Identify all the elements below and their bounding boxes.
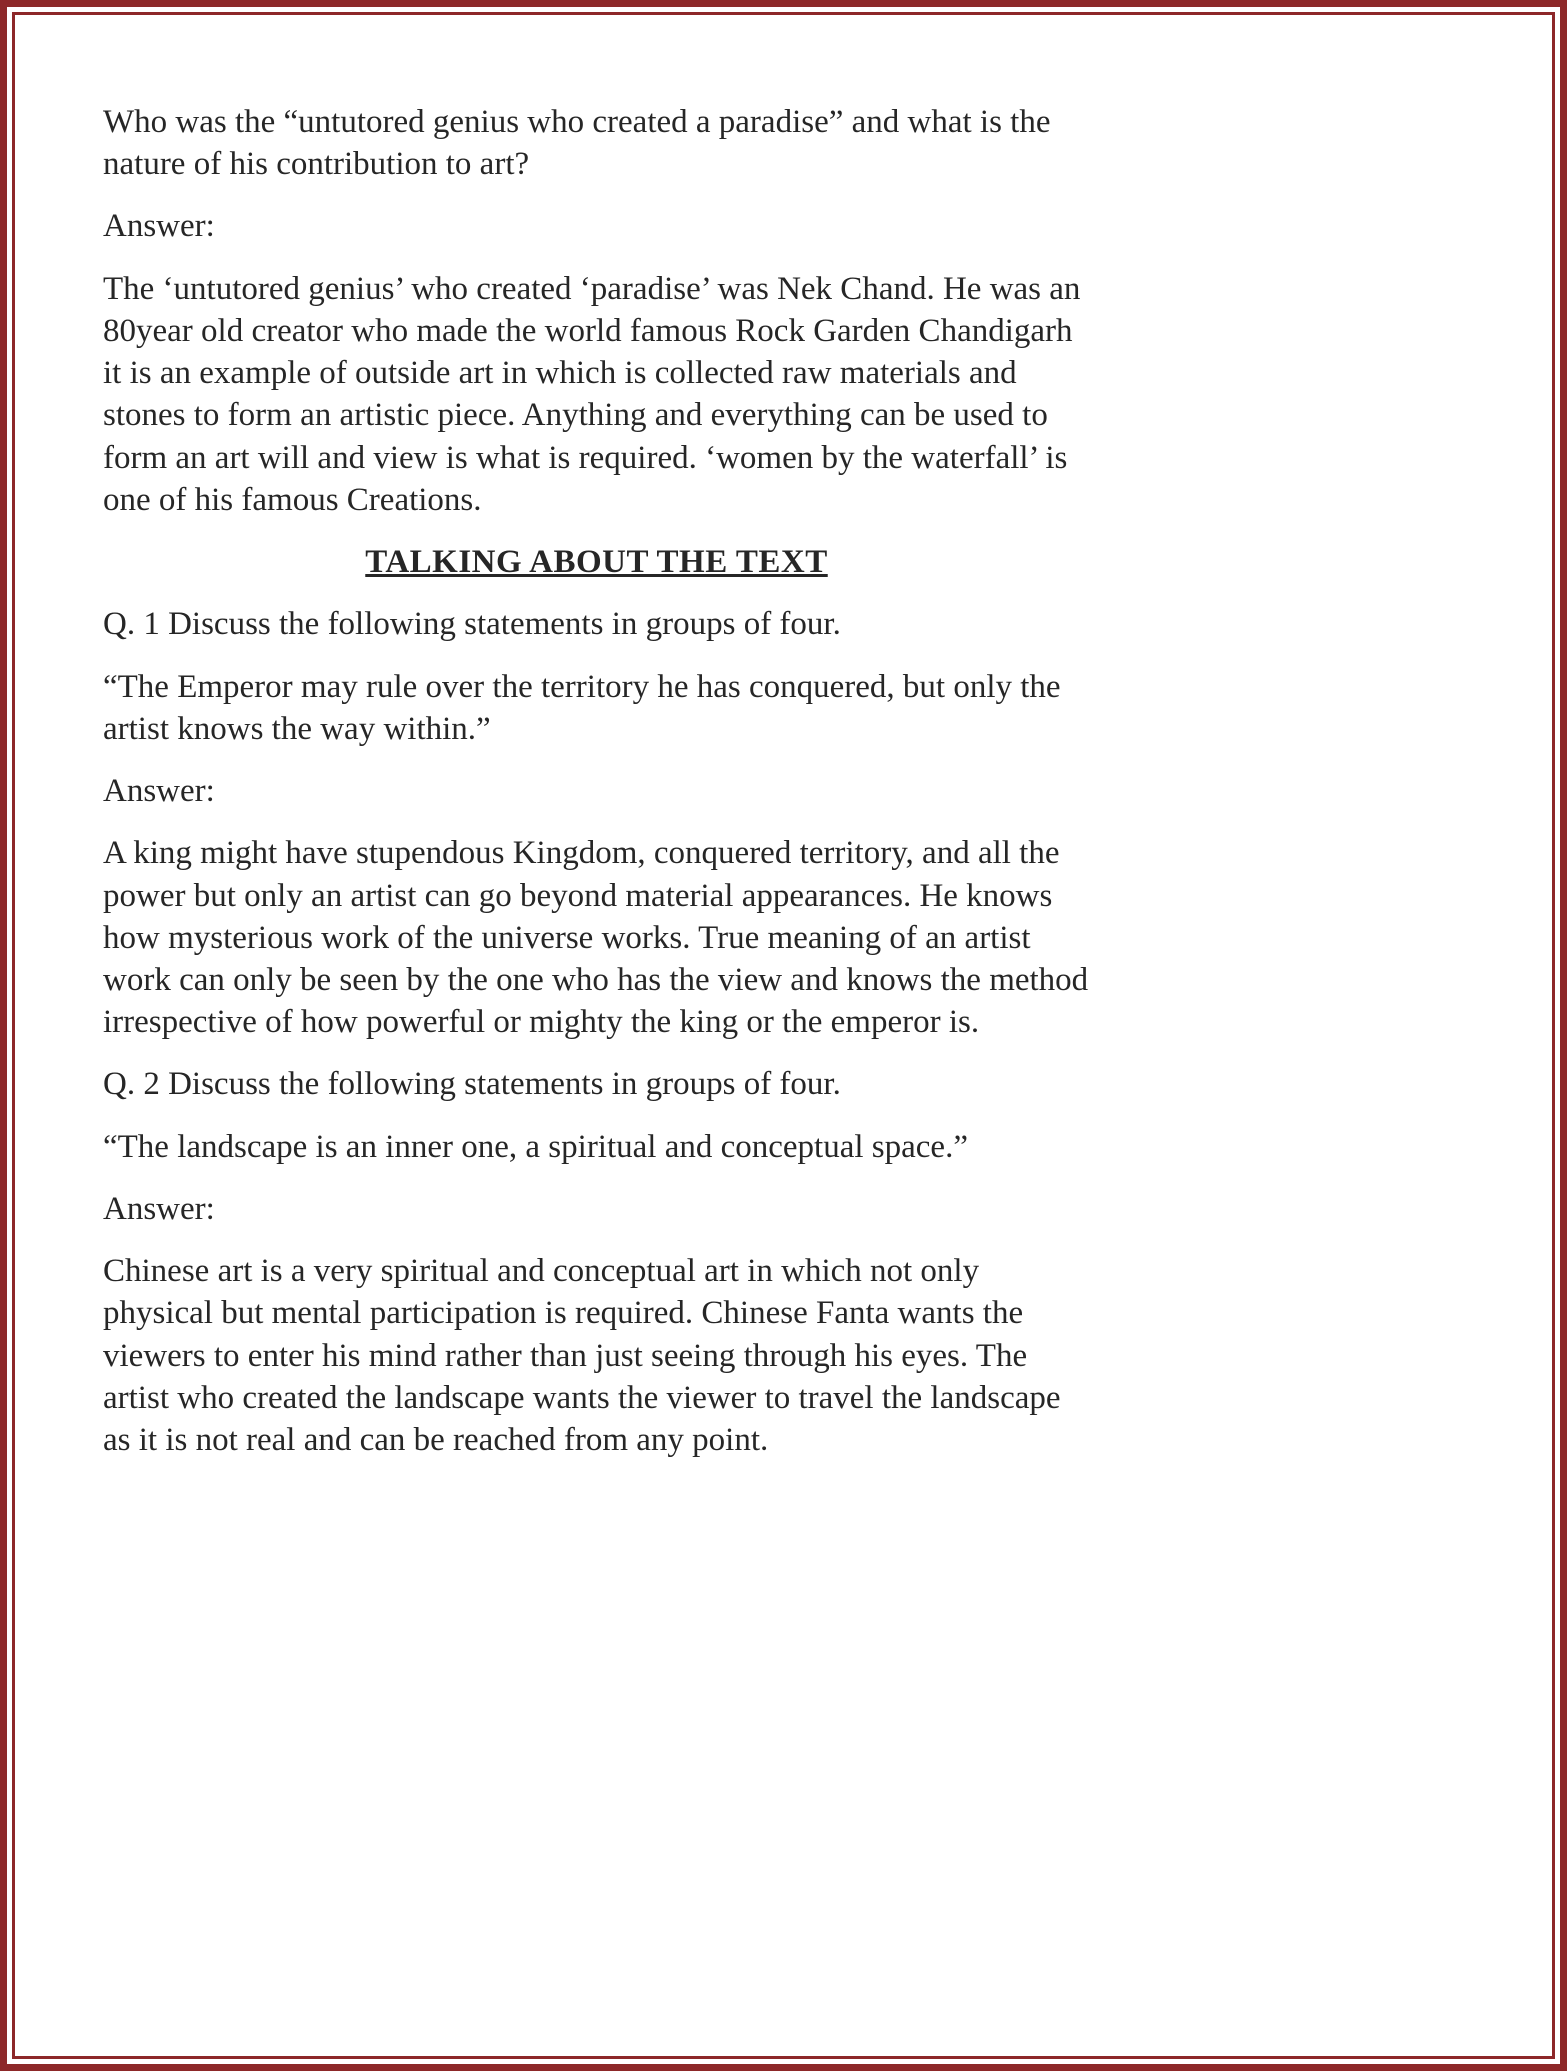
answer-body-nek-chand: The ‘untutored genius’ who created ‘paradise’ was Nek Chand. He was an 80year old creator who made the world famous Rock Garden Chandigarh it is an example of outside art in which is collected raw materials and stones to form an artistic piece. Anything and everything can be used to form an art will and view is what is required. ‘women by the waterfall’ is one of his famous Creations. [103, 270, 1081, 518]
question-q1-prompt: Q. 1 Discuss the following statements in groups of four. [103, 606, 841, 643]
question-q2-prompt: Q. 2 Discuss the following statements in groups of four. [103, 1066, 841, 1103]
question-untutored-genius: Who was the “untutored genius who created a paradise” and what is the nature of his contribution to art? [103, 104, 1051, 183]
answer-label-3: Answer: [103, 1190, 215, 1227]
answer-body-chinese-art: Chinese art is a very spiritual and conceptual art in which not only physical but mental participation is required. Chinese Fanta wants the viewers to enter his mind rather than just seeing through his eyes. The artist who created the landscape wants the viewer to travel the landscape as it is not real and can be reached from any point. [103, 1253, 1061, 1459]
quote-landscape-inner: “The landscape is an inner one, a spiritual and conceptual space.” [103, 1128, 968, 1165]
answer-label-2: Answer: [103, 773, 215, 810]
page-border-frame [12, 12, 1555, 2059]
answer-label-1: Answer: [103, 208, 215, 245]
document-content [15, 15, 1090, 1461]
quote-emperor-territory: “The Emperor may rule over the territory he has conquered, but only the artist knows the way within.” [103, 668, 1061, 747]
section-heading-talking-about-the-text: TALKING ABOUT THE TEXT [365, 544, 828, 581]
answer-body-king-artist: A king might have stupendous Kingdom, conquered territory, and all the power but only an artist can go beyond material appearances. He knows how mysterious work of the universe works. True meaning of an artist work can only be seen by the one who has the view and knows the method irrespective of how powerful or mighty the king or the emperor is. [103, 835, 1089, 1041]
